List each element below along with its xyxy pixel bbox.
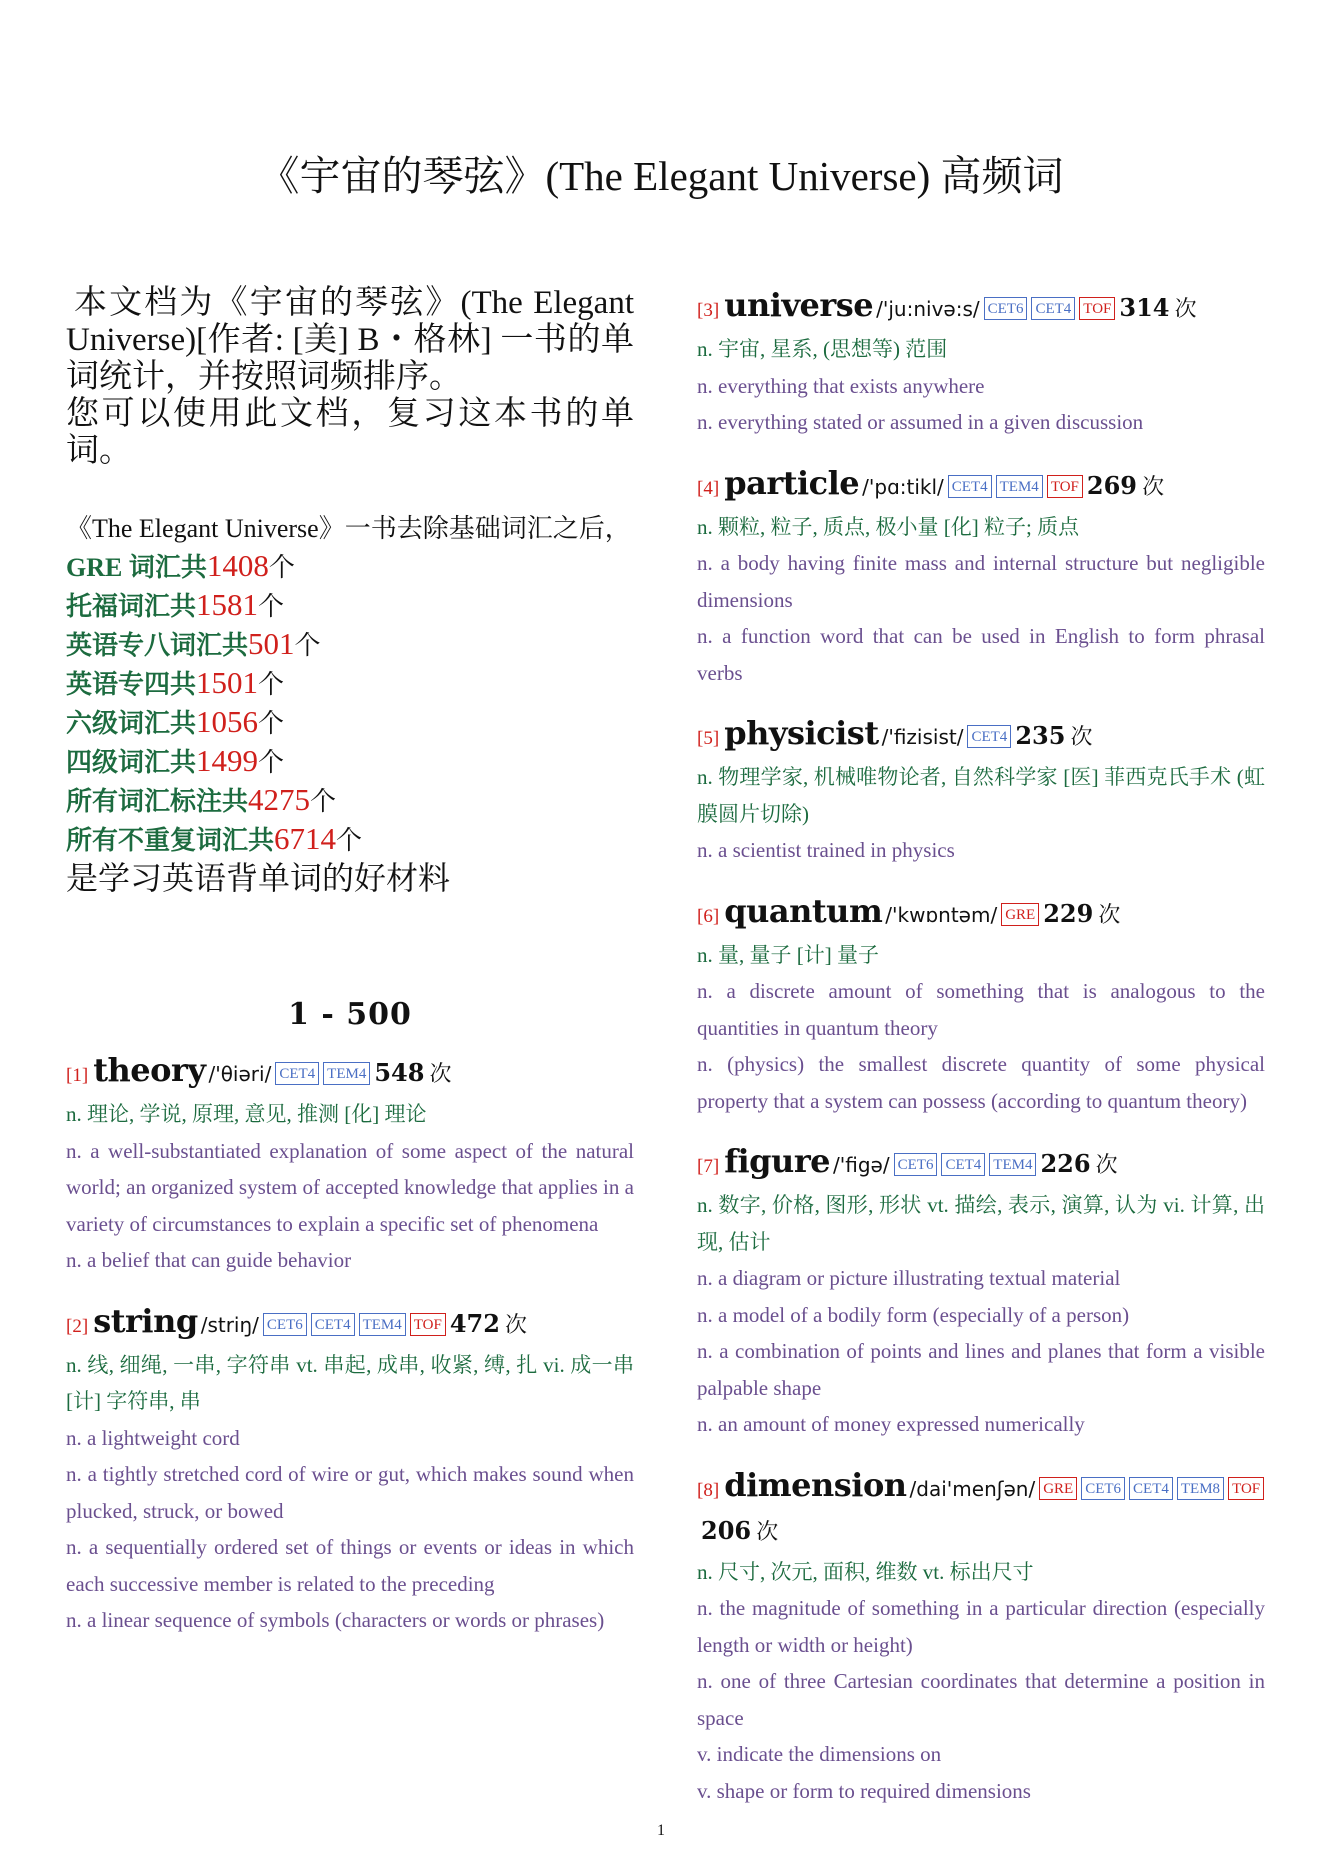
frequency-count: 269 <box>1086 470 1137 500</box>
definition-en: n. one of three Cartesian coordinates that determine a position in space <box>697 1669 1265 1730</box>
definition-en: n. the magnitude of something in a particular direction (especially length or width or height) <box>697 1596 1265 1657</box>
stat-value: 1501 <box>196 665 259 700</box>
stat-label: 托福词汇共 <box>66 592 197 621</box>
definition-en: n. a model of a bodily form (especially of a person) <box>697 1302 1130 1327</box>
definition-en: n. everything stated or assumed in a given discussion <box>697 410 1144 434</box>
stat-label: 所有词汇标注共 <box>66 787 249 816</box>
stat-value: 1499 <box>196 743 259 778</box>
phonetic: /'figə/ <box>833 1153 890 1177</box>
definition-en: n. everything that exists anywhere <box>697 373 985 398</box>
count-suffix: 次 <box>429 1062 452 1087</box>
definition-en: n. a well-substantiated explanation of some aspect of the natural world; an organized system of accepted knowledge that applies in a variety of circumstances to explain a specific set of phenomena <box>66 1138 634 1236</box>
stat-line <box>66 820 634 859</box>
stat-line <box>66 781 634 820</box>
headword: particle <box>724 463 860 502</box>
document-title: 《宇宙的琴弦》(The Elegant Universe) 高频词 <box>258 153 1064 199</box>
phonetic: /striŋ/ <box>200 1312 259 1337</box>
headword: physicist <box>724 714 879 752</box>
frequency-count: 226 <box>1040 1149 1091 1178</box>
definition-en: n. a function word that can be used in English to form phrasal verbs <box>697 624 1265 685</box>
stat-label: 英语专四共 <box>66 670 197 699</box>
stat-value: 1581 <box>196 587 259 622</box>
stats-list <box>66 547 634 859</box>
frequency-count: 235 <box>1015 721 1066 750</box>
stat-value: 6714 <box>274 821 337 856</box>
stat-value: 1408 <box>206 548 269 583</box>
stat-unit: 个 <box>310 787 337 816</box>
frequency-count: 206 <box>701 1515 752 1545</box>
headword: string <box>93 1301 198 1340</box>
headword: dimension <box>724 1465 907 1504</box>
stat-line <box>66 625 634 664</box>
count-suffix: 次 <box>1070 725 1093 750</box>
exam-tag: TEM8 <box>1177 1477 1224 1500</box>
intro-line-1: 本文档为《宇宙的琴弦》(The Elegant Universe)[作者: [美] B・格林] 一书的单词统计，并按照词频排序。 <box>66 285 634 395</box>
definition-en: n. a discrete amount of something that is analogous to the quantities in quantum theory <box>697 979 1265 1040</box>
definition-cn: n. 颗粒, 粒子, 质点, 极小量 [化] 粒子; 质点 <box>697 514 1080 539</box>
definition-en: n. a combination of points and lines and planes that form a visible palpable shape <box>697 1339 1265 1400</box>
exam-tag: CET4 <box>275 1062 319 1085</box>
entry-headline <box>697 285 1265 331</box>
phonetic: /'θiəri/ <box>208 1062 272 1086</box>
phonetic: /'fizisist/ <box>881 725 964 749</box>
frequency-count: 548 <box>374 1058 425 1087</box>
definition-en: v. indicate the dimensions on <box>697 1742 942 1766</box>
definition-cn: n. 量, 量子 [计] 量子 <box>697 942 879 967</box>
exam-tag: TEM4 <box>989 1153 1036 1176</box>
exam-tag: CET6 <box>984 297 1028 320</box>
page-number: 1 <box>657 1822 665 1839</box>
exam-tag: CET6 <box>894 1153 938 1176</box>
stat-unit: 个 <box>258 748 285 777</box>
stat-line <box>66 664 634 703</box>
phonetic: /'ju:nivə:s/ <box>876 297 980 321</box>
stat-value: 501 <box>248 626 295 661</box>
stat-unit: 个 <box>336 826 363 855</box>
word-entry <box>66 1301 634 1639</box>
exam-tag: GRE <box>1001 903 1039 926</box>
word-entry <box>697 285 1265 441</box>
count-suffix: 次 <box>1098 902 1121 928</box>
phonetic: /dai'menʃən/ <box>909 1476 1036 1501</box>
word-entry <box>697 713 1265 869</box>
entry-headline <box>697 713 1265 759</box>
phonetic: /'pɑ:tikl/ <box>862 474 944 499</box>
entry-index: [3] <box>697 300 720 321</box>
definition-cn: n. 数字, 价格, 图形, 形状 vt. 描绘, 表示, 演算, 认为 vi. 计算, 出现, 估计 <box>697 1193 1265 1254</box>
stat-unit: 个 <box>258 670 285 699</box>
intro-paragraph <box>66 285 634 470</box>
stat-line <box>66 547 634 586</box>
word-entry <box>697 891 1265 1120</box>
exam-tag: CET6 <box>263 1313 307 1336</box>
word-entry <box>697 1141 1265 1443</box>
count-suffix: 次 <box>505 1312 528 1338</box>
entry-index: [4] <box>697 477 720 499</box>
entry-index: [7] <box>697 1156 720 1177</box>
entry-headline <box>697 463 1265 509</box>
definition-en: v. shape or form to required dimensions <box>697 1778 1031 1803</box>
stat-value: 4275 <box>248 782 311 817</box>
entries-right <box>697 285 1265 1809</box>
stat-line <box>66 742 634 781</box>
definition-en: n. a sequentially ordered set of things or events or ideas in which each successive member is related to the preceding <box>66 1535 634 1596</box>
stat-label: 六级词汇共 <box>66 709 197 738</box>
definition-en: n. a lightweight cord <box>66 1425 240 1450</box>
definition-cn: n. 物理学家, 机械唯物论者, 自然科学家 [医] 菲西克氏手术 (虹膜圆片切除) <box>697 765 1265 826</box>
headword: universe <box>724 286 874 324</box>
frequency-count: 229 <box>1043 898 1094 928</box>
definition-cn: n. 宇宙, 星系, (思想等) 范围 <box>697 337 948 361</box>
definition-en: n. a linear sequence of symbols (characters or words or phrases) <box>66 1608 605 1632</box>
headword: quantum <box>724 891 883 930</box>
entry-index: [6] <box>697 905 720 927</box>
word-entry <box>697 1465 1265 1810</box>
headword: figure <box>724 1142 831 1180</box>
count-suffix: 次 <box>1142 474 1165 500</box>
entry-headline <box>697 891 1265 937</box>
exam-tag: CET4 <box>967 725 1011 748</box>
stat-label: 四级词汇共 <box>66 748 197 777</box>
phonetic: /'kwɒntəm/ <box>885 902 998 927</box>
exam-tag: TEM4 <box>996 475 1043 498</box>
exam-tag: TOF <box>410 1313 446 1336</box>
headword: theory <box>93 1051 206 1089</box>
exam-tag: CET4 <box>1031 297 1075 320</box>
entries-left <box>66 1050 634 1639</box>
exam-tag: TOF <box>1079 297 1115 320</box>
definition-en: n. a diagram or picture illustrating textual material <box>697 1266 1121 1290</box>
right-column <box>697 285 1265 1831</box>
stat-unit: 个 <box>258 709 285 738</box>
entry-index: [5] <box>697 728 720 749</box>
entry-index: [1] <box>66 1065 89 1086</box>
range-heading: 1 - 500 <box>288 997 412 1032</box>
intro-line-2: 您可以使用此文档，复习这本书的单词。 <box>66 396 634 469</box>
stat-line <box>66 586 634 625</box>
exam-tag: CET4 <box>948 475 992 498</box>
definition-en: n. a belief that can guide behavior <box>66 1248 352 1272</box>
exam-tag: GRE <box>1039 1477 1077 1500</box>
stat-value: 1056 <box>196 704 259 739</box>
word-entry <box>697 463 1265 692</box>
definition-en: n. (physics) the smallest discrete quantity of some physical property that a system can possess (according to quantum theory) <box>697 1052 1265 1113</box>
exam-tag: TOF <box>1228 1477 1264 1500</box>
left-column <box>66 285 634 1661</box>
stats-lead: 《The Elegant Universe》一书去除基础词汇之后， <box>66 514 631 543</box>
exam-tag: CET4 <box>311 1313 355 1336</box>
definition-en: n. a tightly stretched cord of wire or gut, which makes sound when plucked, struck, or bowed <box>66 1462 634 1523</box>
stat-line <box>66 703 634 742</box>
entry-headline <box>697 1141 1265 1187</box>
stat-unit: 个 <box>258 592 285 621</box>
vocab-stats <box>66 510 634 897</box>
count-suffix: 次 <box>756 1519 779 1545</box>
definition-en: n. an amount of money expressed numerically <box>697 1412 1085 1436</box>
definition-cn: n. 线, 细绳, 一串, 字符串 vt. 串起, 成串, 收紧, 缚, 扎 vi. 成一串 [计] 字符串, 串 <box>66 1352 634 1413</box>
exam-tag: CET4 <box>1129 1477 1173 1500</box>
stat-label: GRE 词汇共 <box>66 553 207 582</box>
entry-headline <box>66 1050 634 1096</box>
entry-headline <box>66 1301 634 1347</box>
stat-label: 英语专八词汇共 <box>66 631 249 660</box>
word-entry <box>66 1050 634 1279</box>
exam-tag: TOF <box>1047 475 1083 498</box>
entry-headline <box>697 1465 1265 1554</box>
frequency-count: 314 <box>1119 293 1170 322</box>
definition-cn: n. 尺寸, 次元, 面积, 维数 vt. 标出尺寸 <box>697 1559 1034 1584</box>
exam-tag: TEM4 <box>359 1313 406 1336</box>
definition-en: n. a body having finite mass and internal structure but negligible dimensions <box>697 551 1265 612</box>
definition-cn: n. 理论, 学说, 原理, 意见, 推测 [化] 理论 <box>66 1102 427 1126</box>
count-suffix: 次 <box>1095 1153 1118 1178</box>
entry-index: [2] <box>66 1315 89 1337</box>
stat-unit: 个 <box>268 553 295 582</box>
stat-label: 所有不重复词汇共 <box>66 826 275 855</box>
count-suffix: 次 <box>1174 297 1197 322</box>
stat-unit: 个 <box>294 631 321 660</box>
entry-index: [8] <box>697 1479 720 1501</box>
definition-en: n. a scientist trained in physics <box>697 838 955 862</box>
exam-tag: CET6 <box>1081 1477 1125 1500</box>
exam-tag: TEM4 <box>323 1062 370 1085</box>
stats-closing: 是学习英语背单词的好材料 <box>66 860 451 896</box>
exam-tag: CET4 <box>941 1153 985 1176</box>
frequency-count: 472 <box>449 1308 500 1338</box>
